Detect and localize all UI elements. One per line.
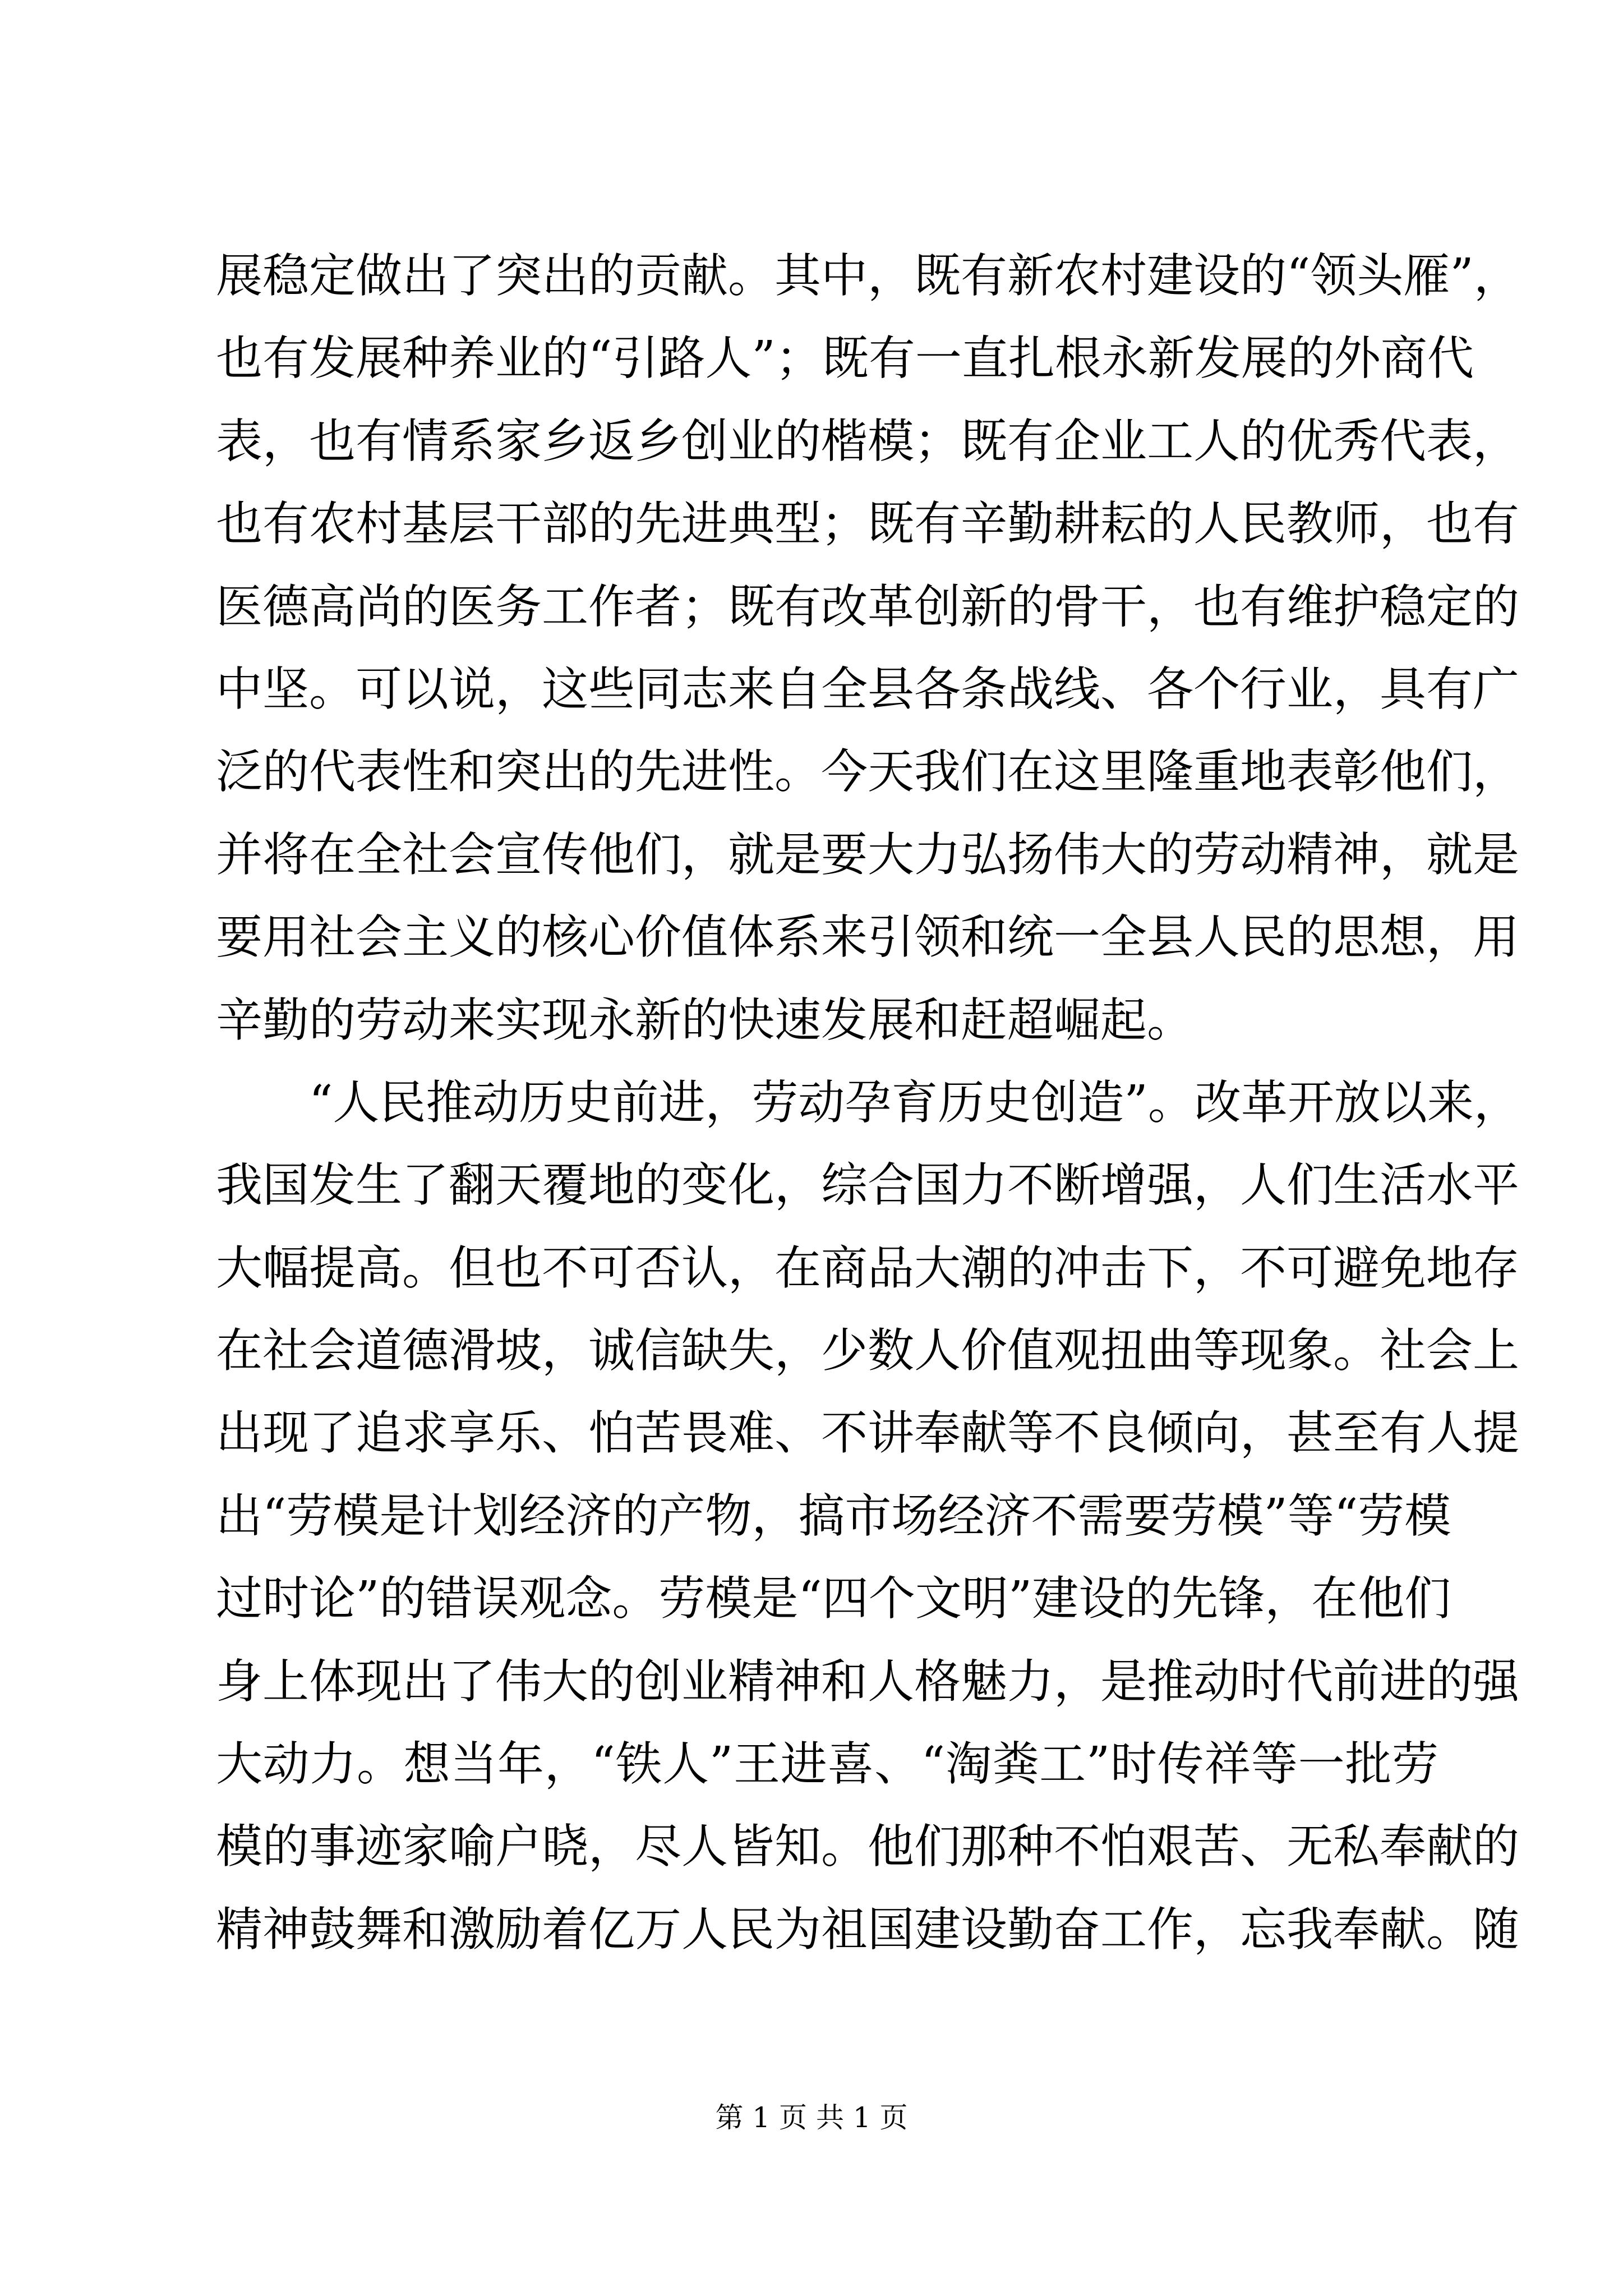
text-line: 也有发展种养业的“引路人”；既有一直扎根永新发展的外商代 [216, 331, 1474, 386]
page-footer: 第 1 页 共 1 页 [715, 2101, 908, 2134]
text-line: 精神鼓舞和激励着亿万人民为祖国建设勤奋工作，忘我奉献。随 [216, 1902, 1519, 1957]
text-line: 在社会道德滑坡，诚信缺失，少数人价值观扭曲等现象。社会上 [216, 1323, 1519, 1378]
text-line: 辛勤的劳动来实现永新的快速发展和赶超崛起。 [216, 992, 1193, 1047]
text-line: 医德高尚的医务工作者；既有改革创新的骨干，也有维护稳定的 [216, 579, 1519, 634]
text-line: 展稳定做出了突出的贡献。其中，既有新农村建设的“领头雁”， [216, 249, 1520, 303]
text-line: 出现了追求享乐、怕苦畏难、不讲奉献等不良倾向，甚至有人提 [216, 1406, 1519, 1461]
text-line: 中坚。可以说，这些同志来自全县各条战线、各个行业，具有广 [216, 661, 1519, 716]
text-line: 过时论”的错误观念。劳模是“四个文明”建设的先锋，在他们 [216, 1571, 1451, 1626]
text-line: 要用社会主义的核心价值体系来引领和统一全县人民的思想，用 [216, 910, 1519, 965]
text-line: 大幅提高。但也不可否认，在商品大潮的冲击下，不可避免地存 [216, 1240, 1519, 1295]
text-line: 模的事迹家喻户晓，尽人皆知。他们那种不怕艰苦、无私奉献的 [216, 1819, 1519, 1874]
text-line: 也有农村基层干部的先进典型；既有辛勤耕耘的人民教师，也有 [216, 496, 1519, 551]
text-line: 并将在全社会宣传他们，就是要大力弘扬伟大的劳动精神，就是 [216, 827, 1519, 882]
text-line: 出“劳模是计划经济的产物，搞市场经济不需要劳模”等“劳模 [216, 1488, 1451, 1543]
text-line: “人民推动历史前进，劳动孕育历史创造”。改革开放以来， [309, 1075, 1520, 1130]
text-line: 表，也有情系家乡返乡创业的楷模；既有企业工人的优秀代表， [216, 413, 1519, 468]
text-line: 身上体现出了伟大的创业精神和人格魅力，是推动时代前进的强 [216, 1654, 1519, 1709]
text-line: 泛的代表性和突出的先进性。今天我们在这里隆重地表彰他们， [216, 744, 1519, 799]
document-body [216, 234, 1520, 1971]
text-line: 我国发生了翻天覆地的变化，综合国力不断增强，人们生活水平 [216, 1158, 1519, 1213]
text-line: 大动力。想当年，“铁人”王进喜、“淘粪工”时传祥等一批劳 [216, 1737, 1438, 1792]
